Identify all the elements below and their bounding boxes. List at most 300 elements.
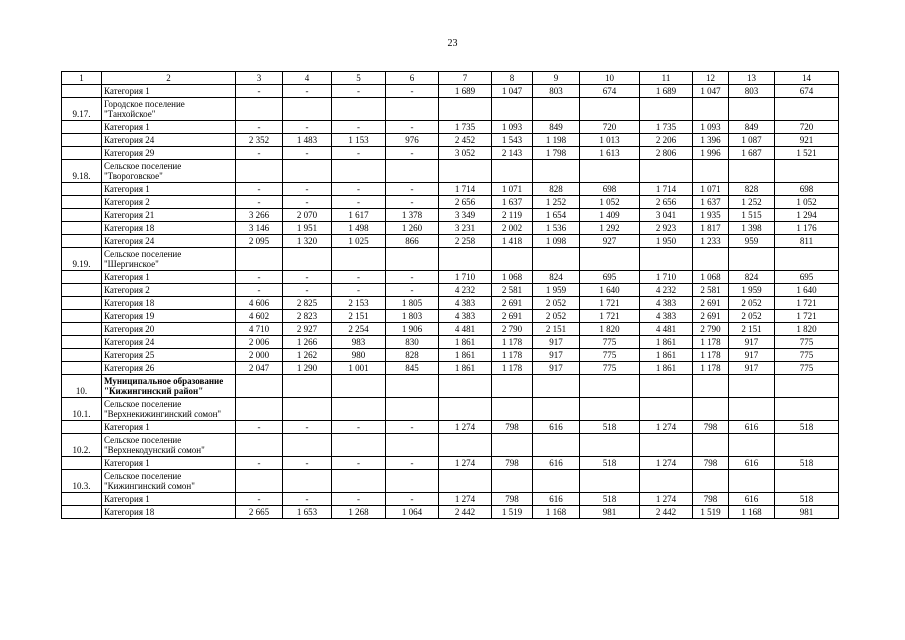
row-number xyxy=(62,235,102,248)
table-cell xyxy=(729,98,775,121)
table-cell: - xyxy=(332,183,386,196)
table-cell: 1 640 xyxy=(775,284,839,297)
table-cell xyxy=(492,160,533,183)
table-cell xyxy=(775,98,839,121)
table-cell: 828 xyxy=(386,349,439,362)
table-cell: 2 581 xyxy=(693,284,729,297)
table-cell: 1 233 xyxy=(693,235,729,248)
table-cell: 927 xyxy=(580,235,640,248)
row-number xyxy=(62,271,102,284)
table-cell: 1 052 xyxy=(775,196,839,209)
table-row xyxy=(62,323,839,336)
table-cell xyxy=(492,248,533,271)
table-cell: 775 xyxy=(775,362,839,375)
section-row xyxy=(62,160,839,183)
table-cell: 917 xyxy=(533,336,580,349)
row-name: Сельское поселение "Верхнекодунский сомон" xyxy=(102,434,236,457)
table-cell xyxy=(386,98,439,121)
table-cell: 2 254 xyxy=(332,323,386,336)
table-cell: 1 378 xyxy=(386,209,439,222)
table-cell: 824 xyxy=(533,271,580,284)
table-cell xyxy=(332,375,386,398)
row-name: Городское поселение "Танхойское" xyxy=(102,98,236,121)
table-cell xyxy=(283,160,332,183)
table-cell xyxy=(283,98,332,121)
table-cell: - xyxy=(283,284,332,297)
row-name: Категория 1 xyxy=(102,421,236,434)
table-cell: - xyxy=(332,421,386,434)
table-cell: - xyxy=(332,85,386,98)
table-cell: 2 452 xyxy=(439,134,492,147)
row-name: Категория 25 xyxy=(102,349,236,362)
row-number: 9.18. xyxy=(62,160,102,183)
table-cell: 849 xyxy=(533,121,580,134)
table-cell xyxy=(729,375,775,398)
table-cell: - xyxy=(283,196,332,209)
table-cell: 698 xyxy=(580,183,640,196)
row-number: 10.1. xyxy=(62,398,102,421)
table-cell: 1 274 xyxy=(439,421,492,434)
table-cell: 1 714 xyxy=(439,183,492,196)
table-cell: 1 536 xyxy=(533,222,580,235)
table-cell xyxy=(386,470,439,493)
table-cell xyxy=(386,160,439,183)
table-cell: 775 xyxy=(580,336,640,349)
table-row xyxy=(62,183,839,196)
table-row xyxy=(62,196,839,209)
row-number xyxy=(62,222,102,235)
table-row xyxy=(62,147,839,160)
table-cell: 775 xyxy=(775,349,839,362)
table-cell xyxy=(729,160,775,183)
table-cell: 616 xyxy=(729,421,775,434)
table-cell: - xyxy=(332,271,386,284)
table-cell: 4 383 xyxy=(439,297,492,310)
table-cell: 976 xyxy=(386,134,439,147)
table-cell: 2 691 xyxy=(693,310,729,323)
table-cell xyxy=(580,98,640,121)
table-cell: - xyxy=(236,421,283,434)
table-cell xyxy=(533,398,580,421)
row-number xyxy=(62,349,102,362)
table-cell: 2 927 xyxy=(283,323,332,336)
table-cell: 1 294 xyxy=(775,209,839,222)
table-cell xyxy=(580,398,640,421)
table-cell xyxy=(332,248,386,271)
table-cell xyxy=(386,248,439,271)
row-number xyxy=(62,134,102,147)
table-cell: 1 418 xyxy=(492,235,533,248)
table-cell: 1 959 xyxy=(533,284,580,297)
table-cell: 1 710 xyxy=(640,271,693,284)
row-number: 10.2. xyxy=(62,434,102,457)
table-cell: 698 xyxy=(775,183,839,196)
table-cell: - xyxy=(283,183,332,196)
table-cell: - xyxy=(386,121,439,134)
column-header: 7 xyxy=(439,72,492,85)
table-cell: 828 xyxy=(729,183,775,196)
table-cell: - xyxy=(236,121,283,134)
row-name: Сельское поселение "Шергинское" xyxy=(102,248,236,271)
table-cell xyxy=(693,98,729,121)
table-cell xyxy=(533,160,580,183)
table-cell: 798 xyxy=(492,457,533,470)
table-cell: 1 064 xyxy=(386,506,439,519)
table-cell: 1 996 xyxy=(693,147,729,160)
table-cell: 3 052 xyxy=(439,147,492,160)
table-cell: 2 656 xyxy=(439,196,492,209)
table-row xyxy=(62,457,839,470)
table-cell: 917 xyxy=(533,349,580,362)
table-cell: 1 861 xyxy=(439,336,492,349)
table-row xyxy=(62,271,839,284)
table-cell: 1 861 xyxy=(640,349,693,362)
table-cell: 1 178 xyxy=(693,336,729,349)
table-cell xyxy=(332,398,386,421)
table-cell: 2 153 xyxy=(332,297,386,310)
column-header: 8 xyxy=(492,72,533,85)
table-cell: 1 290 xyxy=(283,362,332,375)
table-cell xyxy=(386,398,439,421)
table-cell: - xyxy=(332,284,386,297)
table-cell: 1 735 xyxy=(439,121,492,134)
section-row xyxy=(62,375,839,398)
table-cell: 1 689 xyxy=(640,85,693,98)
table-cell xyxy=(533,375,580,398)
section-row xyxy=(62,98,839,121)
table-cell: 1 861 xyxy=(439,349,492,362)
table-cell: 1 617 xyxy=(332,209,386,222)
row-name: Категория 26 xyxy=(102,362,236,375)
section-row xyxy=(62,248,839,271)
table-row xyxy=(62,297,839,310)
table-cell: 1 292 xyxy=(580,222,640,235)
row-number: 9.17. xyxy=(62,98,102,121)
table-cell xyxy=(332,470,386,493)
table-cell xyxy=(693,248,729,271)
table-cell: 4 710 xyxy=(236,323,283,336)
table-cell: 3 146 xyxy=(236,222,283,235)
table-cell: - xyxy=(236,271,283,284)
table-cell: 1 068 xyxy=(492,271,533,284)
table-cell: 2 000 xyxy=(236,349,283,362)
table-cell: 981 xyxy=(580,506,640,519)
table-row xyxy=(62,121,839,134)
table-cell: 4 481 xyxy=(439,323,492,336)
table-cell: - xyxy=(283,85,332,98)
table-cell xyxy=(533,98,580,121)
table-cell xyxy=(640,434,693,457)
table-row xyxy=(62,134,839,147)
table-cell: 1 519 xyxy=(693,506,729,519)
row-number xyxy=(62,121,102,134)
table-cell xyxy=(236,160,283,183)
table-cell: 1 093 xyxy=(492,121,533,134)
row-name: Муниципальное образование "Кижингинский район" xyxy=(102,375,236,398)
table-cell: 866 xyxy=(386,235,439,248)
table-cell xyxy=(729,434,775,457)
table-cell: 1 483 xyxy=(283,134,332,147)
table-cell xyxy=(640,160,693,183)
page-number: 23 xyxy=(447,38,458,49)
column-header: 1 xyxy=(62,72,102,85)
table-cell: 4 232 xyxy=(439,284,492,297)
row-number xyxy=(62,85,102,98)
table-cell xyxy=(492,98,533,121)
table-row xyxy=(62,362,839,375)
table-cell: 798 xyxy=(693,493,729,506)
table-cell xyxy=(439,434,492,457)
table-cell: 2 581 xyxy=(492,284,533,297)
table-cell xyxy=(693,434,729,457)
column-header: 6 xyxy=(386,72,439,85)
table-row xyxy=(62,506,839,519)
row-name: Категория 29 xyxy=(102,147,236,160)
table-cell: - xyxy=(283,493,332,506)
table-cell: 798 xyxy=(693,457,729,470)
table-cell: 1 687 xyxy=(729,147,775,160)
table-cell xyxy=(640,98,693,121)
table-cell: 2 665 xyxy=(236,506,283,519)
row-name: Сельское поселение "Кижингинский сомон" xyxy=(102,470,236,493)
table-cell: 1 176 xyxy=(775,222,839,235)
table-cell: 1 262 xyxy=(283,349,332,362)
table-cell xyxy=(533,434,580,457)
section-row xyxy=(62,434,839,457)
row-name: Категория 1 xyxy=(102,85,236,98)
table-cell xyxy=(693,398,729,421)
column-header: 10 xyxy=(580,72,640,85)
table-cell: 1 721 xyxy=(775,297,839,310)
table-cell: 1 168 xyxy=(533,506,580,519)
table-cell xyxy=(775,375,839,398)
table-cell: 518 xyxy=(580,457,640,470)
table-cell: 1 861 xyxy=(640,362,693,375)
row-name: Категория 1 xyxy=(102,457,236,470)
table-cell: 1 637 xyxy=(492,196,533,209)
table-cell: 2 119 xyxy=(492,209,533,222)
table-cell xyxy=(439,98,492,121)
table-cell: 1 721 xyxy=(580,297,640,310)
table-cell: 2 691 xyxy=(693,297,729,310)
table-cell: - xyxy=(332,196,386,209)
row-name: Категория 24 xyxy=(102,336,236,349)
table-cell xyxy=(640,375,693,398)
table-cell: 2 052 xyxy=(533,297,580,310)
table-cell: 2 052 xyxy=(729,297,775,310)
table-cell: 1 178 xyxy=(492,336,533,349)
table-cell xyxy=(580,375,640,398)
table-cell: 695 xyxy=(775,271,839,284)
table-cell: 2 823 xyxy=(283,310,332,323)
table-cell: - xyxy=(386,493,439,506)
table-cell: 4 383 xyxy=(439,310,492,323)
table-cell: 1 098 xyxy=(533,235,580,248)
table-cell: 616 xyxy=(533,457,580,470)
table-cell: - xyxy=(386,421,439,434)
table-cell xyxy=(729,470,775,493)
table-cell: 4 481 xyxy=(640,323,693,336)
table-cell xyxy=(775,160,839,183)
table-cell: 828 xyxy=(533,183,580,196)
table-cell: 4 602 xyxy=(236,310,283,323)
table-cell: 1 198 xyxy=(533,134,580,147)
row-name: Сельское поселение "Твороговское" xyxy=(102,160,236,183)
table-cell xyxy=(236,398,283,421)
table-cell: 1 653 xyxy=(283,506,332,519)
table-cell: 2 691 xyxy=(492,297,533,310)
row-name: Категория 20 xyxy=(102,323,236,336)
table-cell: 4 232 xyxy=(640,284,693,297)
table-cell: 2 442 xyxy=(439,506,492,519)
table-cell: 798 xyxy=(492,493,533,506)
table-cell xyxy=(492,434,533,457)
table-cell: 1 906 xyxy=(386,323,439,336)
table-cell: 1 519 xyxy=(492,506,533,519)
table-cell: 2 151 xyxy=(729,323,775,336)
row-number xyxy=(62,506,102,519)
row-name: Категория 24 xyxy=(102,134,236,147)
table-cell: 1 087 xyxy=(729,134,775,147)
table-cell: 1 640 xyxy=(580,284,640,297)
table-cell: - xyxy=(283,121,332,134)
table-cell: 811 xyxy=(775,235,839,248)
table-row xyxy=(62,349,839,362)
table-cell: - xyxy=(386,284,439,297)
table-cell: - xyxy=(332,121,386,134)
table-cell: 616 xyxy=(729,457,775,470)
table-cell xyxy=(439,160,492,183)
row-name: Категория 18 xyxy=(102,506,236,519)
table-cell: 1 274 xyxy=(640,457,693,470)
table-cell xyxy=(775,398,839,421)
section-row xyxy=(62,470,839,493)
table-cell: 518 xyxy=(580,421,640,434)
table-cell: 1 714 xyxy=(640,183,693,196)
table-cell: 980 xyxy=(332,349,386,362)
table-cell: 1 798 xyxy=(533,147,580,160)
table-cell xyxy=(386,375,439,398)
table-cell: - xyxy=(236,493,283,506)
table-cell: 1 274 xyxy=(640,421,693,434)
table-cell: 1 515 xyxy=(729,209,775,222)
column-header: 14 xyxy=(775,72,839,85)
table-cell xyxy=(236,248,283,271)
table-cell xyxy=(775,248,839,271)
table-cell: 1 820 xyxy=(580,323,640,336)
table-cell xyxy=(775,470,839,493)
table-cell: 1 052 xyxy=(580,196,640,209)
table-cell: 1 935 xyxy=(693,209,729,222)
table-cell: 616 xyxy=(533,493,580,506)
table-cell: 917 xyxy=(533,362,580,375)
table-cell: 1 805 xyxy=(386,297,439,310)
table-cell: 2 047 xyxy=(236,362,283,375)
table-cell xyxy=(283,470,332,493)
table-cell: 1 178 xyxy=(693,362,729,375)
table-cell: 798 xyxy=(693,421,729,434)
table-cell: 775 xyxy=(775,336,839,349)
column-header: 2 xyxy=(102,72,236,85)
row-name: Категория 24 xyxy=(102,235,236,248)
table-cell: 1 498 xyxy=(332,222,386,235)
table-cell: 1 959 xyxy=(729,284,775,297)
row-number: 10.3. xyxy=(62,470,102,493)
row-name: Категория 19 xyxy=(102,310,236,323)
table-cell xyxy=(439,398,492,421)
table-row xyxy=(62,421,839,434)
table-cell: 1 274 xyxy=(640,493,693,506)
table-cell: 4 383 xyxy=(640,297,693,310)
table-body xyxy=(62,72,839,519)
table-cell: 1 178 xyxy=(492,362,533,375)
table-cell: 798 xyxy=(492,421,533,434)
table-cell: 2 258 xyxy=(439,235,492,248)
table-row xyxy=(62,493,839,506)
row-name: Категория 1 xyxy=(102,183,236,196)
table-cell xyxy=(492,375,533,398)
row-number xyxy=(62,183,102,196)
table-cell: - xyxy=(386,85,439,98)
table-cell: 1 320 xyxy=(283,235,332,248)
table-cell: 674 xyxy=(580,85,640,98)
table-cell: 2 151 xyxy=(533,323,580,336)
table-cell: 1 047 xyxy=(693,85,729,98)
table-cell xyxy=(332,160,386,183)
table-cell: 2 790 xyxy=(693,323,729,336)
table-cell: - xyxy=(283,457,332,470)
row-name: Категория 2 xyxy=(102,284,236,297)
table-cell xyxy=(580,470,640,493)
table-cell: 1 950 xyxy=(640,235,693,248)
table-cell: 695 xyxy=(580,271,640,284)
table-cell: 1 013 xyxy=(580,134,640,147)
table-cell: 2 442 xyxy=(640,506,693,519)
table-cell xyxy=(283,434,332,457)
table-cell: 2 052 xyxy=(729,310,775,323)
table-cell: - xyxy=(236,284,283,297)
table-cell: 518 xyxy=(775,493,839,506)
row-number xyxy=(62,323,102,336)
column-header: 13 xyxy=(729,72,775,85)
column-header: 5 xyxy=(332,72,386,85)
table-cell: 2 006 xyxy=(236,336,283,349)
row-number xyxy=(62,362,102,375)
table-cell: - xyxy=(386,196,439,209)
table-cell: 1 001 xyxy=(332,362,386,375)
row-number: 9.19. xyxy=(62,248,102,271)
table-cell: - xyxy=(332,147,386,160)
table-cell: 2 691 xyxy=(492,310,533,323)
table-cell: 981 xyxy=(775,506,839,519)
table-cell: 845 xyxy=(386,362,439,375)
table-cell: 1 274 xyxy=(439,493,492,506)
table-cell xyxy=(236,470,283,493)
table-cell: 3 041 xyxy=(640,209,693,222)
table-cell: - xyxy=(332,493,386,506)
column-header: 11 xyxy=(640,72,693,85)
table-cell: 2 095 xyxy=(236,235,283,248)
table-cell: 2 923 xyxy=(640,222,693,235)
row-number xyxy=(62,147,102,160)
table-cell: 1 803 xyxy=(386,310,439,323)
table-cell: 4 383 xyxy=(640,310,693,323)
table-cell: 1 252 xyxy=(533,196,580,209)
table-cell: 1 721 xyxy=(775,310,839,323)
table-cell: 1 817 xyxy=(693,222,729,235)
row-name: Сельское поселение "Верхнекижингинский сомон" xyxy=(102,398,236,421)
table-cell: 830 xyxy=(386,336,439,349)
